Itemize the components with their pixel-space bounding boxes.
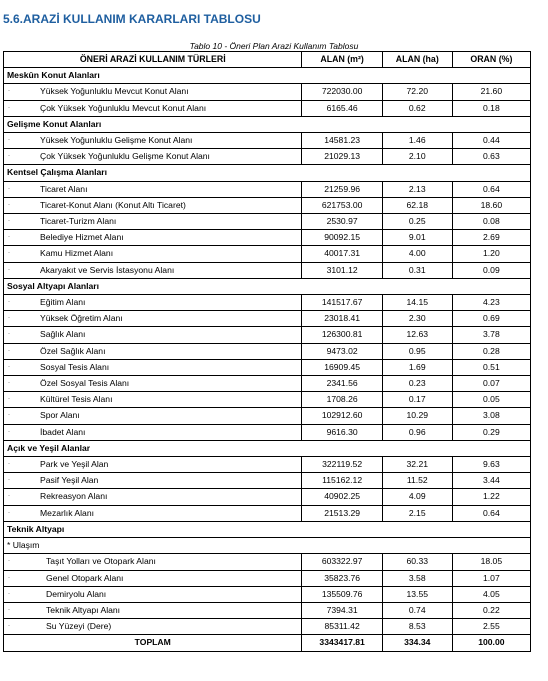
table-row <box>4 214 531 230</box>
table-row <box>4 181 531 197</box>
ratio-cell: 3.78 <box>452 327 530 343</box>
area-m2-cell: 135509.76 <box>302 586 382 602</box>
row-bullet: · <box>4 327 23 343</box>
ratio-cell: 1.22 <box>452 489 530 505</box>
land-use-type: Demiryolu Alanı <box>22 586 302 602</box>
ratio-cell: 0.29 <box>452 424 530 440</box>
ratio-cell: 0.28 <box>452 343 530 359</box>
row-bullet: · <box>4 214 23 230</box>
table-row <box>4 262 531 278</box>
area-ha-cell: 0.31 <box>382 262 452 278</box>
row-bullet: · <box>4 149 23 165</box>
area-ha-cell: 0.25 <box>382 214 452 230</box>
land-use-type: Ticaret Alanı <box>22 181 302 197</box>
land-use-type: Kamu Hizmet Alanı <box>22 246 302 262</box>
table-row <box>4 197 531 213</box>
total-label: TOPLAM <box>4 635 302 651</box>
row-bullet: · <box>4 505 23 521</box>
table-row <box>4 457 531 473</box>
row-bullet: · <box>4 246 23 262</box>
table-row <box>4 311 531 327</box>
ratio-cell: 0.05 <box>452 392 530 408</box>
land-use-type: Taşıt Yolları ve Otopark Alanı <box>22 554 302 570</box>
row-bullet: · <box>4 311 23 327</box>
area-ha-cell: 2.30 <box>382 311 452 327</box>
table-row <box>4 586 531 602</box>
column-header-area-m2: ALAN (m²) <box>302 52 382 68</box>
category-row <box>4 521 531 537</box>
land-use-type: Genel Otopark Alanı <box>22 570 302 586</box>
ratio-cell: 1.20 <box>452 246 530 262</box>
table-row <box>4 619 531 635</box>
area-ha-cell: 1.69 <box>382 359 452 375</box>
row-bullet: · <box>4 359 23 375</box>
category-row <box>4 165 531 181</box>
land-use-type: Kültürel Tesis Alanı <box>22 392 302 408</box>
area-m2-cell: 9616.30 <box>302 424 382 440</box>
ratio-cell: 0.69 <box>452 311 530 327</box>
area-m2-cell: 21029.13 <box>302 149 382 165</box>
ratio-cell: 0.44 <box>452 133 530 149</box>
area-m2-cell: 3101.12 <box>302 262 382 278</box>
ratio-cell: 4.23 <box>452 295 530 311</box>
row-bullet: · <box>4 424 23 440</box>
land-use-type: Yüksek Öğretim Alanı <box>22 311 302 327</box>
ratio-cell: 1.07 <box>452 570 530 586</box>
row-bullet: · <box>4 489 23 505</box>
area-m2-cell: 126300.81 <box>302 327 382 343</box>
table-row <box>4 149 531 165</box>
land-use-type: Yüksek Yoğunluklu Mevcut Konut Alanı <box>22 84 302 100</box>
row-bullet: · <box>4 84 23 100</box>
table-row <box>4 392 531 408</box>
land-use-type: İbadet Alanı <box>22 424 302 440</box>
table-caption: Tablo 10 - Öneri Plan Arazi Kullanım Tablosu <box>189 41 359 51</box>
row-bullet: · <box>4 197 23 213</box>
area-m2-cell: 40902.25 <box>302 489 382 505</box>
land-use-table <box>3 51 531 652</box>
area-ha-cell: 14.15 <box>382 295 452 311</box>
area-m2-cell: 6165.46 <box>302 100 382 116</box>
category-label: Kentsel Çalışma Alanları <box>4 165 531 181</box>
row-bullet: · <box>4 262 23 278</box>
area-ha-cell: 0.74 <box>382 602 452 618</box>
row-bullet: · <box>4 473 23 489</box>
land-use-type: Mezarlık Alanı <box>22 505 302 521</box>
land-use-type: Ticaret-Turizm Alanı <box>22 214 302 230</box>
total-area-ha: 334.34 <box>382 635 452 651</box>
area-ha-cell: 62.18 <box>382 197 452 213</box>
ratio-cell: 0.64 <box>452 181 530 197</box>
ratio-cell: 0.22 <box>452 602 530 618</box>
table-row <box>4 602 531 618</box>
area-m2-cell: 40017.31 <box>302 246 382 262</box>
area-ha-cell: 3.58 <box>382 570 452 586</box>
row-bullet: · <box>4 392 23 408</box>
row-bullet: · <box>4 376 23 392</box>
table-row <box>4 489 531 505</box>
land-use-type: Pasif Yeşil Alan <box>22 473 302 489</box>
row-bullet: · <box>4 586 23 602</box>
category-label: Açık ve Yeşil Alanlar <box>4 440 531 456</box>
area-ha-cell: 60.33 <box>382 554 452 570</box>
category-row <box>4 116 531 132</box>
area-ha-cell: 8.53 <box>382 619 452 635</box>
area-m2-cell: 115162.12 <box>302 473 382 489</box>
area-ha-cell: 4.09 <box>382 489 452 505</box>
ratio-cell: 3.08 <box>452 408 530 424</box>
area-ha-cell: 32.21 <box>382 457 452 473</box>
table-row <box>4 100 531 116</box>
row-bullet: · <box>4 230 23 246</box>
area-m2-cell: 102912.60 <box>302 408 382 424</box>
area-ha-cell: 12.63 <box>382 327 452 343</box>
category-label: Gelişme Konut Alanları <box>4 116 531 132</box>
area-ha-cell: 1.46 <box>382 133 452 149</box>
land-use-type: Çok Yüksek Yoğunluklu Mevcut Konut Alanı <box>22 100 302 116</box>
table-row <box>4 343 531 359</box>
area-m2-cell: 23018.41 <box>302 311 382 327</box>
area-ha-cell: 0.95 <box>382 343 452 359</box>
row-bullet: · <box>4 133 23 149</box>
ratio-cell: 9.63 <box>452 457 530 473</box>
column-header-ratio: ORAN (%) <box>452 52 530 68</box>
ratio-cell: 0.09 <box>452 262 530 278</box>
area-ha-cell: 10.29 <box>382 408 452 424</box>
ratio-cell: 0.18 <box>452 100 530 116</box>
table-row <box>4 84 531 100</box>
land-use-type: Özel Sağlık Alanı <box>22 343 302 359</box>
ratio-cell: 0.64 <box>452 505 530 521</box>
row-bullet: · <box>4 181 23 197</box>
category-row <box>4 68 531 84</box>
total-area-m2: 3343417.81 <box>302 635 382 651</box>
area-m2-cell: 21513.29 <box>302 505 382 521</box>
area-m2-cell: 35823.76 <box>302 570 382 586</box>
area-m2-cell: 722030.00 <box>302 84 382 100</box>
land-use-type: Spor Alanı <box>22 408 302 424</box>
category-label: Teknik Altyapı <box>4 521 531 537</box>
ratio-cell: 0.51 <box>452 359 530 375</box>
row-bullet: · <box>4 343 23 359</box>
area-m2-cell: 14581.23 <box>302 133 382 149</box>
area-m2-cell: 7394.31 <box>302 602 382 618</box>
total-ratio: 100.00 <box>452 635 530 651</box>
table-row <box>4 246 531 262</box>
row-bullet: · <box>4 100 23 116</box>
row-bullet: · <box>4 295 23 311</box>
area-m2-cell: 85311.42 <box>302 619 382 635</box>
ratio-cell: 4.05 <box>452 586 530 602</box>
land-use-type: Akaryakıt ve Servis İstasyonu Alanı <box>22 262 302 278</box>
land-use-type: Su Yüzeyi (Dere) <box>22 619 302 635</box>
land-use-type: Belediye Hizmet Alanı <box>22 230 302 246</box>
table-header-row <box>4 52 531 68</box>
land-use-type: Rekreasyon Alanı <box>22 489 302 505</box>
table-row <box>4 230 531 246</box>
land-use-type: Yüksek Yoğunluklu Gelişme Konut Alanı <box>22 133 302 149</box>
row-bullet: · <box>4 570 23 586</box>
area-m2-cell: 2341.56 <box>302 376 382 392</box>
ratio-cell: 18.60 <box>452 197 530 213</box>
ratio-cell: 2.55 <box>452 619 530 635</box>
row-bullet: · <box>4 457 23 473</box>
area-m2-cell: 621753.00 <box>302 197 382 213</box>
category-label: Meskûn Konut Alanları <box>4 68 531 84</box>
area-m2-cell: 90092.15 <box>302 230 382 246</box>
area-ha-cell: 13.55 <box>382 586 452 602</box>
land-use-type: Park ve Yeşil Alan <box>22 457 302 473</box>
land-use-type: Sağlık Alanı <box>22 327 302 343</box>
area-ha-cell: 0.62 <box>382 100 452 116</box>
column-header-type: ÖNERİ ARAZİ KULLANIM TÜRLERİ <box>4 52 302 68</box>
area-ha-cell: 0.17 <box>382 392 452 408</box>
row-bullet: · <box>4 602 23 618</box>
table-row <box>4 570 531 586</box>
area-ha-cell: 72.20 <box>382 84 452 100</box>
table-row <box>4 327 531 343</box>
ratio-cell: 21.60 <box>452 84 530 100</box>
ratio-cell: 0.63 <box>452 149 530 165</box>
ratio-cell: 2.69 <box>452 230 530 246</box>
area-ha-cell: 4.00 <box>382 246 452 262</box>
area-ha-cell: 2.10 <box>382 149 452 165</box>
ratio-cell: 3.44 <box>452 473 530 489</box>
table-row <box>4 295 531 311</box>
row-bullet: · <box>4 619 23 635</box>
area-m2-cell: 16909.45 <box>302 359 382 375</box>
area-m2-cell: 2530.97 <box>302 214 382 230</box>
land-use-type: Sosyal Tesis Alanı <box>22 359 302 375</box>
ratio-cell: 18.05 <box>452 554 530 570</box>
area-ha-cell: 2.13 <box>382 181 452 197</box>
category-label: Sosyal Altyapı Alanları <box>4 278 531 294</box>
ratio-cell: 0.08 <box>452 214 530 230</box>
total-row <box>4 635 531 651</box>
table-row <box>4 408 531 424</box>
table-row <box>4 359 531 375</box>
area-ha-cell: 9.01 <box>382 230 452 246</box>
land-use-type: Eğitim Alanı <box>22 295 302 311</box>
subheading-row <box>4 538 531 554</box>
table-row <box>4 505 531 521</box>
table-row <box>4 554 531 570</box>
table-row <box>4 473 531 489</box>
row-bullet: · <box>4 408 23 424</box>
area-ha-cell: 11.52 <box>382 473 452 489</box>
area-ha-cell: 0.23 <box>382 376 452 392</box>
area-m2-cell: 603322.97 <box>302 554 382 570</box>
area-m2-cell: 322119.52 <box>302 457 382 473</box>
area-m2-cell: 21259.96 <box>302 181 382 197</box>
land-use-type: Çok Yüksek Yoğunluklu Gelişme Konut Alanı <box>22 149 302 165</box>
area-m2-cell: 1708.26 <box>302 392 382 408</box>
table-row <box>4 133 531 149</box>
category-row <box>4 278 531 294</box>
row-bullet: · <box>4 554 23 570</box>
land-use-type: Teknik Altyapı Alanı <box>22 602 302 618</box>
ratio-cell: 0.07 <box>452 376 530 392</box>
column-header-area-ha: ALAN (ha) <box>382 52 452 68</box>
area-m2-cell: 9473.02 <box>302 343 382 359</box>
area-ha-cell: 2.15 <box>382 505 452 521</box>
table-row <box>4 424 531 440</box>
table-row <box>4 376 531 392</box>
subheading-label: * Ulaşım <box>4 538 531 554</box>
area-m2-cell: 141517.67 <box>302 295 382 311</box>
land-use-type: Ticaret-Konut Alanı (Konut Altı Ticaret) <box>22 197 302 213</box>
section-heading: 5.6.ARAZİ KULLANIM KARARLARI TABLOSU <box>3 12 261 26</box>
area-ha-cell: 0.96 <box>382 424 452 440</box>
land-use-type: Özel Sosyal Tesis Alanı <box>22 376 302 392</box>
category-row <box>4 440 531 456</box>
